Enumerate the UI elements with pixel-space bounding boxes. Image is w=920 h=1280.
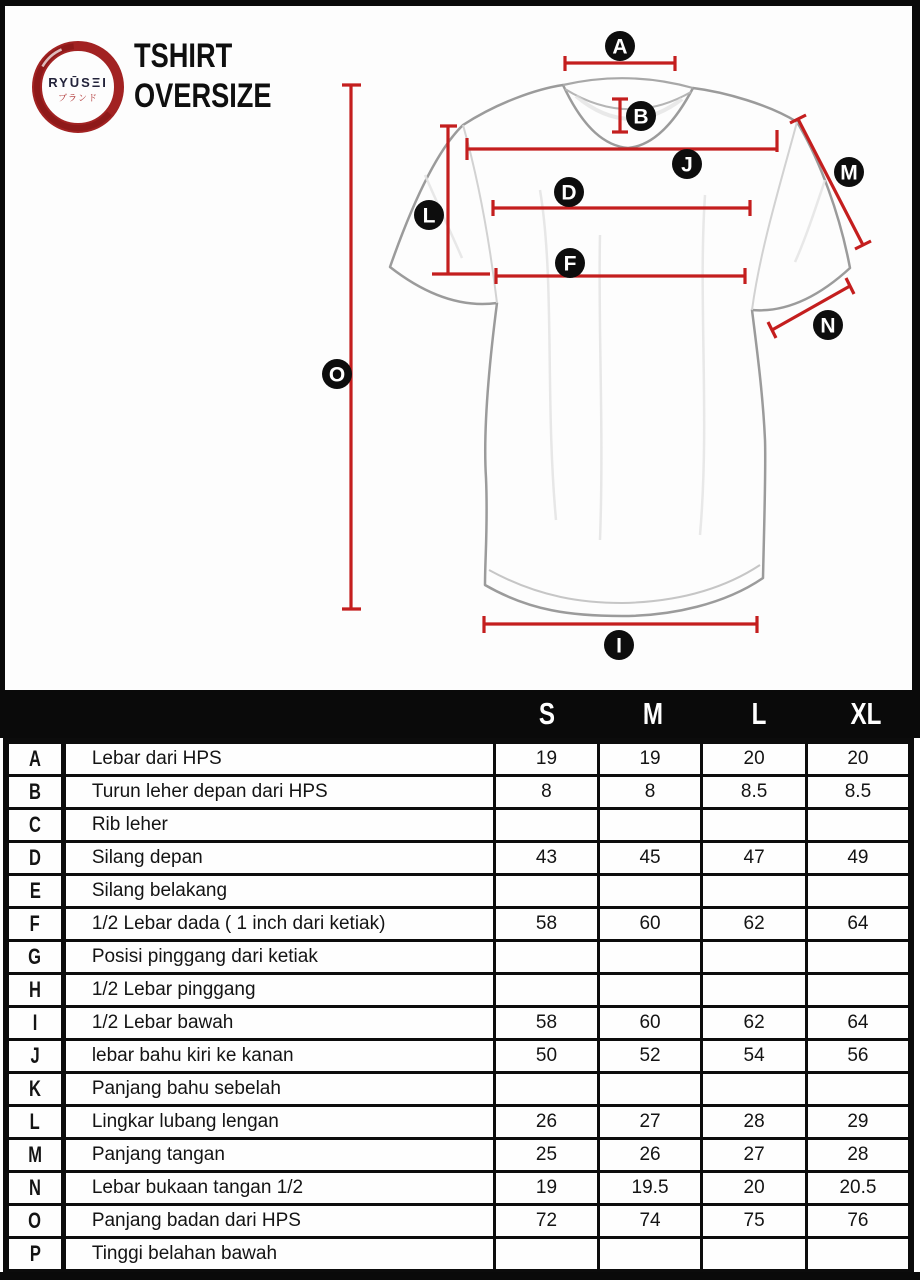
table-row bbox=[6, 1073, 911, 1106]
row-letter-cell bbox=[6, 1106, 63, 1139]
size-header-s: S bbox=[538, 696, 556, 731]
row-value-cell: 62 bbox=[702, 908, 807, 941]
row-value-cell: 19 bbox=[495, 741, 599, 776]
marker-J bbox=[672, 149, 702, 179]
frame-top bbox=[0, 0, 920, 6]
table-row bbox=[6, 908, 911, 941]
row-value-cell bbox=[598, 1073, 702, 1106]
row-letter-cell bbox=[6, 1205, 63, 1238]
row-value-cell: 27 bbox=[598, 1106, 702, 1139]
table-row bbox=[6, 741, 911, 776]
row-letter-cell bbox=[6, 741, 63, 776]
row-letter-cell bbox=[6, 842, 63, 875]
tshirt-illustration bbox=[390, 78, 850, 616]
row-value-cell bbox=[806, 974, 911, 1007]
marker-letter: I bbox=[616, 634, 622, 658]
row-value-cell: 45 bbox=[598, 842, 702, 875]
row-value-cell: 54 bbox=[702, 1040, 807, 1073]
row-letter: P bbox=[29, 1241, 41, 1266]
row-value-cell: 20 bbox=[702, 1172, 807, 1205]
row-value-cell bbox=[806, 875, 911, 908]
table-row bbox=[6, 1040, 911, 1073]
row-letter-cell bbox=[6, 1007, 63, 1040]
row-value-cell: 75 bbox=[702, 1205, 807, 1238]
row-value-cell: 8 bbox=[495, 776, 599, 809]
measure-line-O bbox=[342, 85, 361, 609]
marker-O bbox=[322, 359, 352, 389]
row-value-cell: 76 bbox=[806, 1205, 911, 1238]
size-header-l: L bbox=[751, 696, 767, 731]
row-label-cell: lebar bahu kiri ke kanan bbox=[63, 1040, 494, 1073]
row-letter: K bbox=[28, 1076, 41, 1101]
marker-N bbox=[813, 310, 843, 340]
row-value-cell bbox=[495, 809, 599, 842]
row-label-cell: 1/2 Lebar bawah bbox=[63, 1007, 494, 1040]
row-label-cell: Silang depan bbox=[63, 842, 494, 875]
row-value-cell bbox=[806, 1238, 911, 1273]
row-value-cell: 60 bbox=[598, 908, 702, 941]
collar-back-arc bbox=[563, 78, 693, 88]
row-label-cell: Posisi pinggang dari ketiak bbox=[63, 941, 494, 974]
row-value-cell bbox=[702, 974, 807, 1007]
marker-letter: B bbox=[633, 105, 649, 129]
row-letter-cell bbox=[6, 1139, 63, 1172]
marker-M bbox=[834, 157, 864, 187]
row-value-cell bbox=[598, 809, 702, 842]
marker-letter: D bbox=[561, 181, 577, 205]
frame-left bbox=[0, 0, 5, 690]
row-value-cell: 28 bbox=[806, 1139, 911, 1172]
table-row bbox=[6, 941, 911, 974]
row-value-cell: 28 bbox=[702, 1106, 807, 1139]
table-row bbox=[6, 1172, 911, 1205]
brand-logo bbox=[20, 28, 136, 144]
row-value-cell bbox=[702, 875, 807, 908]
row-value-cell bbox=[702, 1073, 807, 1106]
row-letter: E bbox=[29, 878, 41, 903]
row-value-cell: 64 bbox=[806, 908, 911, 941]
row-value-cell: 26 bbox=[495, 1106, 599, 1139]
frame-right bbox=[912, 0, 920, 690]
row-letter: B bbox=[28, 779, 41, 804]
row-value-cell: 19.5 bbox=[598, 1172, 702, 1205]
table-row bbox=[6, 974, 911, 1007]
row-label-cell: Turun leher depan dari HPS bbox=[63, 776, 494, 809]
marker-I bbox=[604, 630, 634, 660]
table-row bbox=[6, 875, 911, 908]
row-value-cell: 62 bbox=[702, 1007, 807, 1040]
row-letter: M bbox=[28, 1142, 42, 1167]
table-row bbox=[6, 1106, 911, 1139]
row-value-cell bbox=[702, 941, 807, 974]
marker-letter: L bbox=[422, 204, 436, 228]
size-header-xl: XL bbox=[850, 696, 882, 731]
row-label-cell: Lingkar lubang lengan bbox=[63, 1106, 494, 1139]
row-value-cell: 58 bbox=[495, 908, 599, 941]
row-letter-cell bbox=[6, 776, 63, 809]
title-line-1: TSHIRT bbox=[134, 37, 233, 75]
row-letter-cell bbox=[6, 974, 63, 1007]
row-label-cell: Panjang badan dari HPS bbox=[63, 1205, 494, 1238]
row-value-cell: 60 bbox=[598, 1007, 702, 1040]
row-value-cell bbox=[806, 809, 911, 842]
row-label-cell: 1/2 Lebar pinggang bbox=[63, 974, 494, 1007]
row-letter: O bbox=[28, 1208, 42, 1233]
row-letter-cell bbox=[6, 941, 63, 974]
row-value-cell: 25 bbox=[495, 1139, 599, 1172]
marker-letter: A bbox=[612, 35, 628, 59]
size-table bbox=[3, 738, 914, 1275]
row-value-cell: 8 bbox=[598, 776, 702, 809]
row-label-cell: Lebar dari HPS bbox=[63, 741, 494, 776]
marker-B bbox=[626, 101, 656, 131]
row-letter-cell bbox=[6, 1172, 63, 1205]
row-value-cell: 43 bbox=[495, 842, 599, 875]
row-letter-cell bbox=[6, 875, 63, 908]
row-value-cell bbox=[495, 941, 599, 974]
marker-D bbox=[554, 177, 584, 207]
row-letter: L bbox=[29, 1109, 40, 1134]
row-value-cell: 27 bbox=[702, 1139, 807, 1172]
size-header-band bbox=[0, 690, 920, 738]
row-value-cell: 52 bbox=[598, 1040, 702, 1073]
marker-letter: N bbox=[820, 314, 836, 338]
row-value-cell: 8.5 bbox=[806, 776, 911, 809]
row-letter-cell bbox=[6, 1073, 63, 1106]
row-value-cell: 19 bbox=[598, 741, 702, 776]
table-row bbox=[6, 776, 911, 809]
table-row bbox=[6, 842, 911, 875]
row-letter: J bbox=[30, 1043, 40, 1068]
row-letter: I bbox=[32, 1010, 38, 1035]
row-label-cell: Rib leher bbox=[63, 809, 494, 842]
size-header-m: M bbox=[642, 696, 664, 731]
row-value-cell: 47 bbox=[702, 842, 807, 875]
row-value-cell: 29 bbox=[806, 1106, 911, 1139]
row-value-cell: 49 bbox=[806, 842, 911, 875]
row-value-cell: 58 bbox=[495, 1007, 599, 1040]
row-value-cell: 50 bbox=[495, 1040, 599, 1073]
row-value-cell bbox=[806, 941, 911, 974]
row-value-cell bbox=[598, 875, 702, 908]
title-line-2: OVERSIZE bbox=[134, 77, 272, 115]
size-table-body bbox=[6, 741, 911, 1272]
row-value-cell bbox=[598, 941, 702, 974]
row-letter: N bbox=[28, 1175, 41, 1200]
table-row bbox=[6, 1007, 911, 1040]
row-label-cell: Panjang bahu sebelah bbox=[63, 1073, 494, 1106]
tshirt-body-outline bbox=[390, 85, 850, 616]
row-value-cell bbox=[702, 1238, 807, 1273]
table-row bbox=[6, 1238, 911, 1273]
row-letter-cell bbox=[6, 1040, 63, 1073]
row-value-cell bbox=[702, 809, 807, 842]
marker-L bbox=[414, 200, 444, 230]
row-label-cell: 1/2 Lebar dada ( 1 inch dari ketiak) bbox=[63, 908, 494, 941]
table-row bbox=[6, 1205, 911, 1238]
table-row bbox=[6, 1139, 911, 1172]
row-value-cell: 64 bbox=[806, 1007, 911, 1040]
row-letter: C bbox=[28, 812, 41, 837]
bottom-border-bar bbox=[0, 1272, 920, 1280]
row-value-cell: 26 bbox=[598, 1139, 702, 1172]
row-value-cell: 74 bbox=[598, 1205, 702, 1238]
marker-A bbox=[605, 31, 635, 61]
marker-letter: M bbox=[840, 161, 858, 185]
row-value-cell: 56 bbox=[806, 1040, 911, 1073]
row-value-cell: 20.5 bbox=[806, 1172, 911, 1205]
marker-F bbox=[555, 248, 585, 278]
row-value-cell bbox=[495, 1073, 599, 1106]
row-value-cell bbox=[806, 1073, 911, 1106]
marker-letter: F bbox=[563, 252, 577, 276]
row-value-cell bbox=[598, 974, 702, 1007]
row-letter-cell bbox=[6, 908, 63, 941]
row-value-cell: 8.5 bbox=[702, 776, 807, 809]
row-letter: G bbox=[28, 944, 42, 969]
row-label-cell: Tinggi belahan bawah bbox=[63, 1238, 494, 1273]
row-value-cell: 20 bbox=[806, 741, 911, 776]
row-letter-cell bbox=[6, 809, 63, 842]
marker-letter: J bbox=[681, 153, 693, 177]
table-row bbox=[6, 809, 911, 842]
logo-wordmark: RYŪSΞI bbox=[48, 75, 108, 90]
row-value-cell bbox=[495, 1238, 599, 1273]
row-value-cell: 72 bbox=[495, 1205, 599, 1238]
marker-letter: O bbox=[328, 363, 346, 387]
logo-subtext: ブランド bbox=[57, 93, 98, 103]
row-value-cell bbox=[495, 875, 599, 908]
row-letter: H bbox=[28, 977, 41, 1002]
row-value-cell: 19 bbox=[495, 1172, 599, 1205]
row-label-cell: Lebar bukaan tangan 1/2 bbox=[63, 1172, 494, 1205]
row-value-cell: 20 bbox=[702, 741, 807, 776]
row-letter-cell bbox=[6, 1238, 63, 1273]
page-title bbox=[134, 36, 306, 116]
size-table-section bbox=[0, 738, 920, 1280]
row-letter: F bbox=[29, 911, 40, 936]
row-value-cell bbox=[495, 974, 599, 1007]
row-value-cell bbox=[598, 1238, 702, 1273]
row-letter: D bbox=[28, 845, 41, 870]
row-label-cell: Silang belakang bbox=[63, 875, 494, 908]
row-label-cell: Panjang tangan bbox=[63, 1139, 494, 1172]
row-letter: A bbox=[28, 746, 41, 771]
